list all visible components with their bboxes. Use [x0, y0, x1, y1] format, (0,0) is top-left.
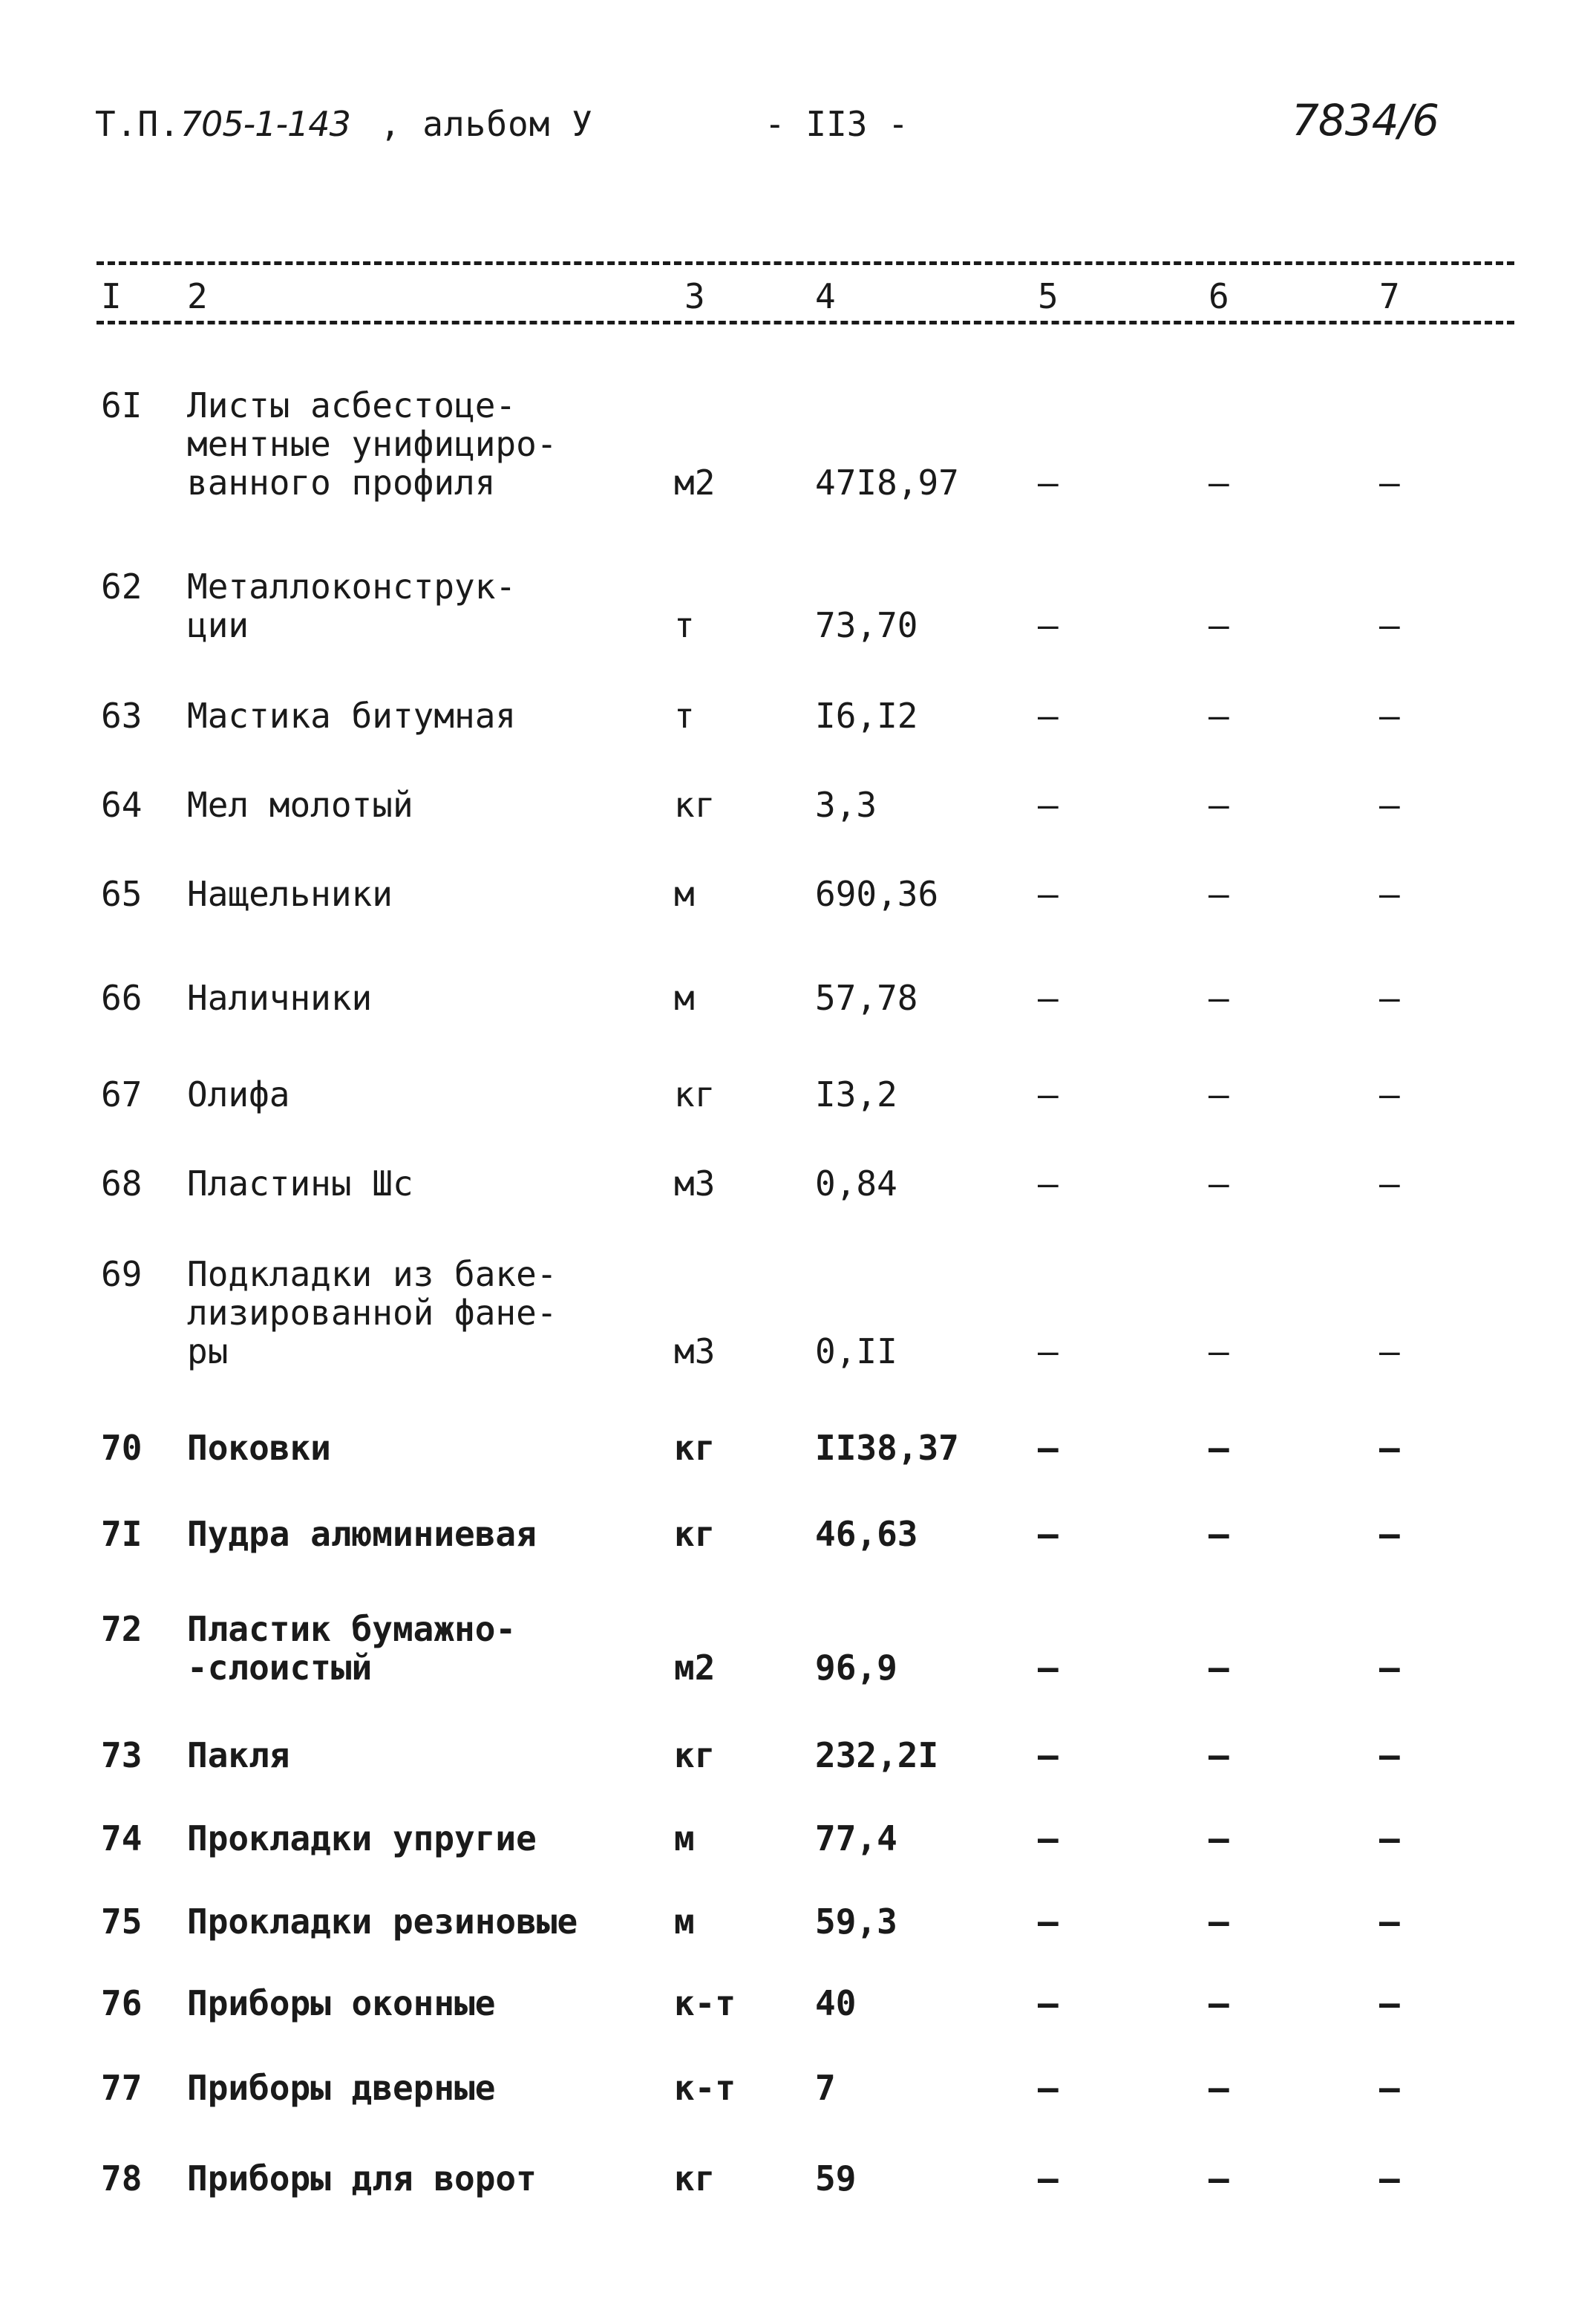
material-name-line: Листы асбестоце-: [187, 385, 517, 425]
unit-cell: м: [674, 1818, 695, 1858]
quantity-cell: 7: [815, 2068, 836, 2108]
col6-dash: –: [1208, 2158, 1229, 2199]
unit-cell: т: [674, 696, 695, 736]
col5-dash: –: [1038, 1735, 1059, 1775]
col6-dash: –: [1208, 1983, 1229, 2023]
quantity-cell: I6,I2: [815, 696, 918, 736]
quantity-cell: 57,78: [815, 978, 918, 1018]
col7-dash: –: [1379, 696, 1400, 736]
col5-dash: –: [1038, 1514, 1059, 1554]
row-number: 68: [101, 1163, 143, 1204]
material-name-line: -слоистый: [187, 1648, 373, 1688]
material-name-line: ции: [187, 605, 249, 645]
col5-dash: –: [1038, 1331, 1059, 1371]
col5-dash: –: [1038, 1163, 1059, 1204]
quantity-cell: II38,37: [815, 1428, 959, 1468]
quantity-cell: 0,II: [815, 1331, 897, 1371]
tp-number: 705-1-143: [180, 104, 350, 144]
col6-dash: –: [1208, 1428, 1229, 1468]
quantity-cell: 47I8,97: [815, 463, 959, 503]
col7-dash: –: [1379, 785, 1400, 825]
row-number: 72: [101, 1609, 143, 1649]
unit-cell: м: [674, 874, 695, 914]
col5-dash: –: [1038, 1983, 1059, 2023]
row-number: 62: [101, 567, 143, 607]
unit-cell: т: [674, 605, 695, 645]
material-name-line: Приборы оконные: [187, 1983, 496, 2023]
col5-dash: –: [1038, 874, 1059, 914]
tp-prefix: Т.П.: [95, 104, 180, 144]
row-number: 63: [101, 696, 143, 736]
unit-cell: к-т: [674, 2068, 736, 2108]
col7-dash: –: [1379, 2068, 1400, 2108]
page-number: - II3 -: [765, 104, 909, 144]
col6-dash: –: [1208, 463, 1229, 503]
material-name-line: ры: [187, 1331, 229, 1371]
quantity-cell: 3,3: [815, 785, 877, 825]
material-name-line: Приборы дверные: [187, 2068, 496, 2108]
col5-dash: –: [1038, 2158, 1059, 2199]
doc-number: 7834/6: [1292, 95, 1439, 146]
row-number: 67: [101, 1074, 143, 1114]
unit-cell: кг: [674, 2158, 716, 2199]
material-name-line: Приборы для ворот: [187, 2158, 537, 2199]
col5-dash: –: [1038, 2068, 1059, 2108]
col6-dash: –: [1208, 1648, 1229, 1688]
col7-dash: –: [1379, 1163, 1400, 1204]
col5-dash: –: [1038, 1902, 1059, 1942]
col-head-6: 6: [1208, 276, 1229, 316]
quantity-cell: 59,3: [815, 1902, 897, 1942]
unit-cell: м: [674, 978, 695, 1018]
col7-dash: –: [1379, 1514, 1400, 1554]
col7-dash: –: [1379, 1648, 1400, 1688]
row-number: 73: [101, 1735, 143, 1775]
col7-dash: –: [1379, 1074, 1400, 1114]
table-header-rule: [97, 321, 1514, 324]
quantity-cell: 232,2I: [815, 1735, 939, 1775]
col7-dash: –: [1379, 1331, 1400, 1371]
material-name-line: Нащельники: [187, 874, 393, 914]
col6-dash: –: [1208, 1331, 1229, 1371]
col-head-3: 3: [684, 276, 705, 316]
quantity-cell: I3,2: [815, 1074, 897, 1114]
quantity-cell: 0,84: [815, 1163, 897, 1204]
col7-dash: –: [1379, 1902, 1400, 1942]
unit-cell: м3: [674, 1163, 716, 1204]
header-left: [95, 104, 593, 144]
album-label: , альбом У: [379, 104, 593, 144]
unit-cell: кг: [674, 1428, 716, 1468]
quantity-cell: 73,70: [815, 605, 918, 645]
col-head-7: 7: [1379, 276, 1400, 316]
unit-cell: кг: [674, 1074, 716, 1114]
col7-dash: –: [1379, 1735, 1400, 1775]
row-number: 64: [101, 785, 143, 825]
material-name-line: ванного профиля: [187, 463, 496, 503]
col6-dash: –: [1208, 605, 1229, 645]
col7-dash: –: [1379, 874, 1400, 914]
col-head-5: 5: [1038, 276, 1059, 316]
quantity-cell: 59: [815, 2158, 857, 2199]
material-name-line: Металлоконструк-: [187, 567, 517, 607]
col6-dash: –: [1208, 1163, 1229, 1204]
row-number: 77: [101, 2068, 143, 2108]
material-name-line: Мел молотый: [187, 785, 413, 825]
row-number: 75: [101, 1902, 143, 1942]
col5-dash: –: [1038, 785, 1059, 825]
material-name-line: Пакля: [187, 1735, 290, 1775]
col5-dash: –: [1038, 978, 1059, 1018]
col6-dash: –: [1208, 1735, 1229, 1775]
col5-dash: –: [1038, 1428, 1059, 1468]
row-number: 76: [101, 1983, 143, 2023]
material-name-line: Пластины Шс: [187, 1163, 413, 1204]
row-number: 78: [101, 2158, 143, 2199]
table-top-rule: [97, 261, 1514, 265]
col5-dash: –: [1038, 696, 1059, 736]
material-name-line: Поковки: [187, 1428, 331, 1468]
material-name-line: Пластик бумажно-: [187, 1609, 517, 1649]
row-number: 66: [101, 978, 143, 1018]
material-name-line: Прокладки резиновые: [187, 1902, 578, 1942]
quantity-cell: 77,4: [815, 1818, 897, 1858]
unit-cell: кг: [674, 785, 716, 825]
col6-dash: –: [1208, 785, 1229, 825]
unit-cell: м2: [674, 463, 716, 503]
material-name-line: Олифа: [187, 1074, 290, 1114]
col7-dash: –: [1379, 978, 1400, 1018]
row-number: 7I: [101, 1514, 143, 1554]
row-number: 74: [101, 1818, 143, 1858]
quantity-cell: 690,36: [815, 874, 939, 914]
col7-dash: –: [1379, 1983, 1400, 2023]
col6-dash: –: [1208, 978, 1229, 1018]
quantity-cell: 40: [815, 1983, 857, 2023]
material-name-line: Пудра алюминиевая: [187, 1514, 537, 1554]
col6-dash: –: [1208, 696, 1229, 736]
material-name-line: Прокладки упругие: [187, 1818, 537, 1858]
row-number: 65: [101, 874, 143, 914]
row-number: 6I: [101, 385, 143, 425]
material-name-line: Наличники: [187, 978, 373, 1018]
col5-dash: –: [1038, 1074, 1059, 1114]
material-name-line: ментные унифициро-: [187, 424, 557, 464]
col6-dash: –: [1208, 2068, 1229, 2108]
material-name-line: Мастика битумная: [187, 696, 517, 736]
col-head-2: 2: [187, 276, 208, 316]
col6-dash: –: [1208, 1514, 1229, 1554]
unit-cell: м2: [674, 1648, 716, 1688]
row-number: 70: [101, 1428, 143, 1468]
col7-dash: –: [1379, 1818, 1400, 1858]
col5-dash: –: [1038, 1648, 1059, 1688]
col7-dash: –: [1379, 463, 1400, 503]
col6-dash: –: [1208, 1902, 1229, 1942]
col5-dash: –: [1038, 605, 1059, 645]
row-number: 69: [101, 1254, 143, 1294]
unit-cell: м: [674, 1902, 695, 1942]
col7-dash: –: [1379, 1428, 1400, 1468]
material-name-line: лизированной фане-: [187, 1293, 557, 1333]
col6-dash: –: [1208, 1074, 1229, 1114]
unit-cell: м3: [674, 1331, 716, 1371]
quantity-cell: 46,63: [815, 1514, 918, 1554]
material-name-line: Подкладки из баке-: [187, 1254, 557, 1294]
col6-dash: –: [1208, 1818, 1229, 1858]
col-head-1: I: [101, 276, 122, 316]
col5-dash: –: [1038, 463, 1059, 503]
col-head-4: 4: [815, 276, 836, 316]
quantity-cell: 96,9: [815, 1648, 897, 1688]
col7-dash: –: [1379, 2158, 1400, 2199]
col6-dash: –: [1208, 874, 1229, 914]
col5-dash: –: [1038, 1818, 1059, 1858]
unit-cell: к-т: [674, 1983, 736, 2023]
col7-dash: –: [1379, 605, 1400, 645]
unit-cell: кг: [674, 1735, 716, 1775]
unit-cell: кг: [674, 1514, 716, 1554]
